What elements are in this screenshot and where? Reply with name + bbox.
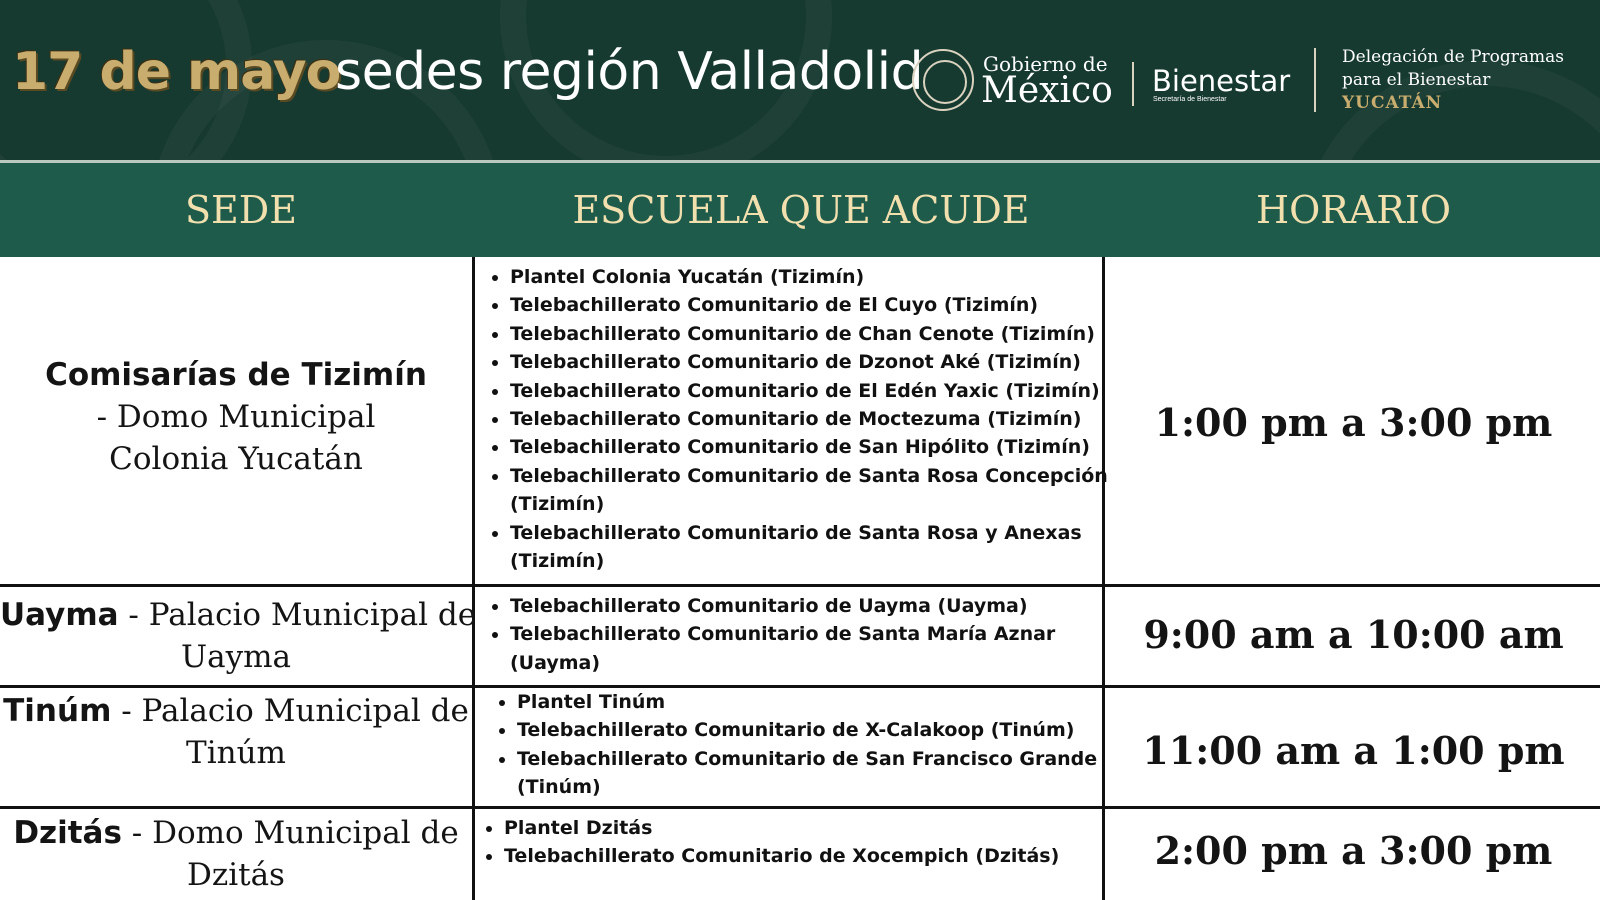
sede-venue-line2: Uayma <box>181 639 291 675</box>
table-header <box>0 163 1600 257</box>
sede-venue-line2: Tinúm <box>186 735 286 771</box>
sede-venue: - Domo Municipal <box>96 399 376 435</box>
list-item: • Plantel Tinúm <box>517 688 1117 716</box>
sede-name: Uayma <box>0 597 119 633</box>
header-banner <box>0 0 1600 160</box>
delegacion-logo <box>1342 46 1564 115</box>
row-divider <box>0 806 1600 809</box>
horario-value: 2:00 pm a 3:00 pm <box>1154 828 1553 873</box>
school-list <box>472 263 1140 575</box>
horario-value: 11:00 am a 1:00 pm <box>1142 728 1565 773</box>
list-item: • Telebachillerato Comunitario de Uayma (Uayma) <box>510 592 1140 620</box>
bienestar-logo: Bienestar <box>1152 64 1291 98</box>
column-header-escuela: ESCUELA QUE ACUDE <box>572 188 1030 232</box>
list-item: • Telebachillerato Comunitario de El Edén Yaxic (Tizimín) <box>510 377 1140 405</box>
mexico-label: México <box>981 70 1113 111</box>
list-item: • Telebachillerato Comunitario de Dzonot Aké (Tizimín) <box>510 348 1140 376</box>
school-list <box>472 592 1140 677</box>
list-item: • Plantel Colonia Yucatán (Tizimín) <box>510 263 1140 291</box>
table-row-sede <box>0 690 472 774</box>
table-row-sede <box>0 812 472 896</box>
list-item: • Telebachillerato Comunitario de Moctezuma (Tizimín) <box>510 405 1140 433</box>
list-item: • Telebachillerato Comunitario de X-Calakoop (Tinúm) <box>517 716 1117 744</box>
page-title: sedes región Valladolid <box>335 42 924 102</box>
sede-name: Tinúm <box>3 693 112 729</box>
sede-venue-line2: Colonia Yucatán <box>109 441 363 477</box>
sede-venue-line2: Dzitás <box>187 857 285 893</box>
list-item: • Telebachillerato Comunitario de San Hipólito (Tizimín) <box>510 433 1140 461</box>
school-list <box>479 688 1117 802</box>
sede-name: Comisarías de Tizimín <box>45 357 427 393</box>
event-date: 17 de mayo <box>12 42 341 102</box>
table-row-sede <box>0 594 477 678</box>
gobierno-label: Gobierno de <box>983 52 1108 76</box>
delegacion-line2: para el Bienestar <box>1342 70 1491 90</box>
sede-name: Dzitás <box>13 815 122 851</box>
school-list <box>466 814 1134 871</box>
horario-value: 9:00 am a 10:00 am <box>1143 612 1564 657</box>
list-item: • Telebachillerato Comunitario de Santa Rosa y Anexas (Tizimín) <box>510 519 1140 576</box>
logo-divider <box>1314 48 1316 112</box>
delegacion-line1: Delegación de Programas <box>1342 47 1565 67</box>
logo-divider <box>1132 62 1134 106</box>
sede-venue: - Domo Municipal de <box>121 815 459 851</box>
national-seal-icon <box>912 49 974 111</box>
list-item: • Telebachillerato Comunitario de Santa María Aznar (Uayma) <box>510 620 1140 677</box>
list-item: • Plantel Dzitás <box>504 814 1134 842</box>
list-item: • Telebachillerato Comunitario de Santa Rosa Concepción (Tizimín) <box>510 462 1140 519</box>
delegacion-state: YUCATÁN <box>1342 93 1443 113</box>
horario-value: 1:00 pm a 3:00 pm <box>1154 400 1553 445</box>
list-item: • Telebachillerato Comunitario de El Cuyo (Tizimín) <box>510 291 1140 319</box>
sede-venue: - Palacio Municipal de <box>111 693 469 729</box>
table-row-sede <box>0 354 472 480</box>
list-item: • Telebachillerato Comunitario de San Francisco Grande (Tinúm) <box>517 745 1117 802</box>
list-item: • Telebachillerato Comunitario de Xocempich (Dzitás) <box>504 842 1134 870</box>
column-header-horario: HORARIO <box>1255 188 1452 232</box>
list-item: • Telebachillerato Comunitario de Chan Cenote (Tizimín) <box>510 320 1140 348</box>
sede-venue: - Palacio Municipal de <box>118 597 477 633</box>
column-header-sede: SEDE <box>185 188 297 232</box>
row-divider <box>0 584 1600 587</box>
bienestar-subtitle: Secretaría de Bienestar <box>1153 96 1227 103</box>
